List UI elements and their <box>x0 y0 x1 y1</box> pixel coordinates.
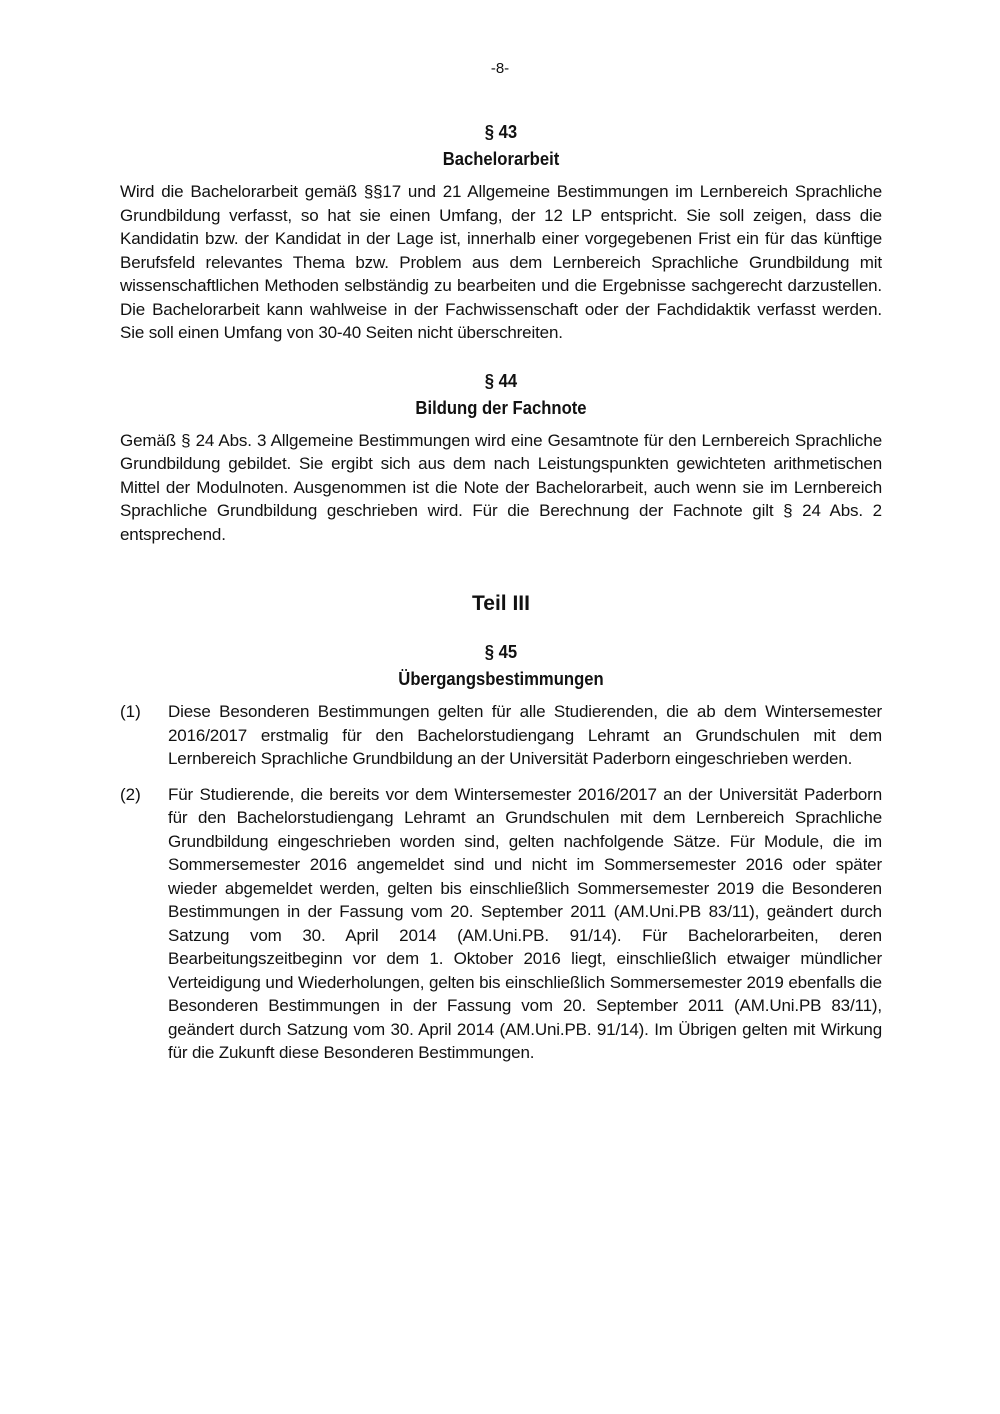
list-item <box>120 700 882 771</box>
section-43-number: § 43 <box>484 121 518 142</box>
section-43-heading <box>158 118 844 172</box>
section-45-list <box>120 700 882 1065</box>
section-45-title: Übergangsbestimmungen <box>398 668 604 689</box>
section-44-text: Gemäß § 24 Abs. 3 Allgemeine Bestimmungen wird eine Gesamtnote für den Lernbereich Sprachliche Grundbildung gebildet. Sie ergibt sich aus dem nach Leistungspunkten gewichteten arithmetischen Mittel der Modulnoten. Ausgenommen ist die Note der Bachelorarbeit, auch wenn sie im Lernbereich Sprachliche Grundbildung geschrieben wird. Für die Berechnung der Fachnote gilt § 24 Abs. 2 entsprechend. <box>120 430 882 544</box>
part-title: Teil III <box>472 592 530 615</box>
section-43-title: Bachelorarbeit <box>442 148 560 169</box>
page-content <box>120 118 882 1077</box>
page-number: -8- <box>490 60 510 77</box>
section-45-heading <box>158 638 844 692</box>
list-item <box>120 783 882 1065</box>
section-44-title: Bildung der Fachnote <box>415 396 587 418</box>
section-44-number: § 44 <box>484 369 518 391</box>
list-item-text: Für Studierende, die bereits vor dem Wintersemester 2016/2017 an der Universität Paderborn für den Bachelorstudiengang Lehramt an Grundschulen mit dem Lernbereich Sprachliche Grundbildung eingeschrieben worden sind, gelten nachfolgende Sätze. Für Module, die im Sommersemester 2016 angemeldet sind und nicht im Sommersemester 2016 oder später wieder abgemeldet werden, gelten bis einschließlich Sommersemester 2019 die Besonderen Bestimmungen in der Fassung vom 20. September 2011 (AM.Uni.PB 83/11), geändert durch Satzung vom 30. April 2014 (AM.Uni.PB. 91/14). Für Bachelorarbeiten, deren Bearbeitungszeitbeginn vor dem 1. Oktober 2016 liegt, einschließlich etwaiger mündlicher Verteidigung und Wiederholungen, gelten bis einschließlich Sommersemester 2019 ebenfalls die Besonderen Bestimmungen in der Fassung vom 20. September 2011 (AM.Uni.PB 83/11), geändert durch Satzung vom 30. April 2014 (AM.Uni.PB. 91/14). Im Übrigen gelten mit Wirkung für die Zukunft diese Besonderen Bestimmungen. <box>168 784 882 1062</box>
list-item-number: (1) <box>120 702 141 721</box>
section-43-text: Wird die Bachelorarbeit gemäß §§17 und 21 Allgemeine Bestimmungen im Lernbereich Sprachliche Grundbildung verfasst, so hat sie einen Umfang, der 12 LP entspricht. Sie soll zeigen, dass die Kandidatin bzw. der Kandidat in der Lage ist, innerhalb einer vorgegebenen Frist ein für das künftige Berufsfeld relevantes Thema bzw. Problem aus dem Lernbereich Sprachliche Grundbildung mit wissenschaftlichen Methoden selbständig zu bearbeiten und die Ergebnisse sachgerecht darzustellen. Die Bachelorarbeit kann wahlweise in der Fachwissenschaft oder der Fachdidaktik verfasst werden. Sie soll einen Umfang von 30-40 Seiten nicht überschreiten. <box>120 182 882 342</box>
section-45-number: § 45 <box>484 641 518 662</box>
list-item-text: Diese Besonderen Bestimmungen gelten für alle Studierenden, die ab dem Wintersemester 2016/2017 erstmalig für den Bachelorstudiengang Lehramt an Grundschulen mit dem Lernbereich Sprachliche Grundbildung an der Universität Paderborn eingeschrieben werden. <box>168 702 882 768</box>
list-item-number: (2) <box>120 784 141 804</box>
section-44-heading <box>158 367 844 421</box>
